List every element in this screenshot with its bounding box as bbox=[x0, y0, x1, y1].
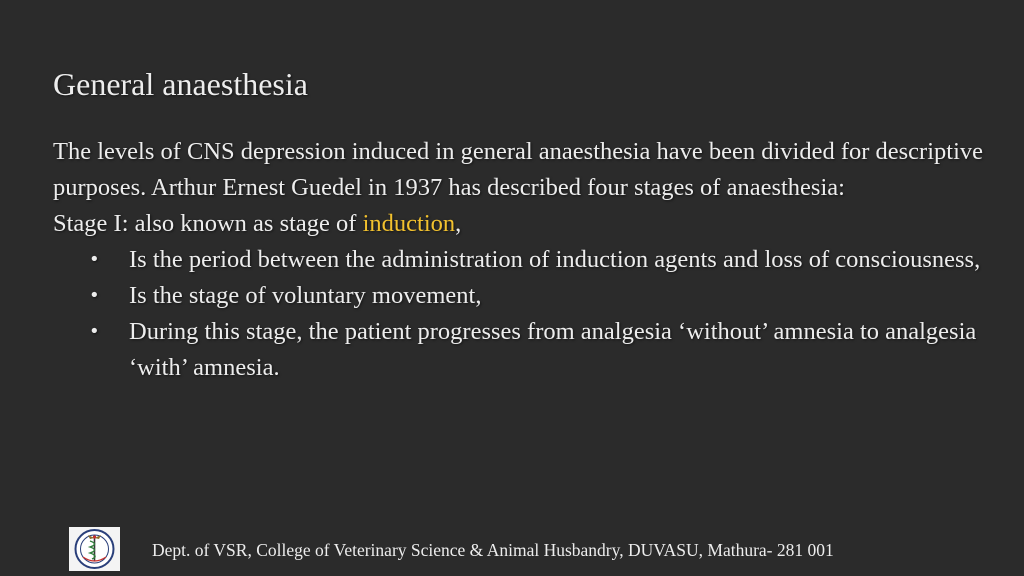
slide-title: General anaesthesia bbox=[53, 66, 308, 102]
slide-body bbox=[53, 134, 993, 386]
stage-highlight: induction bbox=[362, 210, 456, 237]
stage-prefix: Stage I: also known as stage of bbox=[53, 210, 363, 237]
seal-graphic bbox=[69, 527, 120, 571]
bullet-list bbox=[53, 242, 993, 386]
bullet-text: Is the period between the administration of induction agents and loss of consciousness, bbox=[129, 246, 981, 273]
bullet-item bbox=[53, 242, 993, 278]
bullet-text: Is the stage of voluntary movement, bbox=[129, 282, 482, 309]
bullet-item bbox=[53, 314, 993, 386]
bullet-text: During this stage, the patient progresses from analgesia ‘without’ amnesia to analgesia ‘with’ amnesia. bbox=[129, 318, 977, 381]
footer-text: Dept. of VSR, College of Veterinary Science & Animal Husbandry, DUVASU, Mathura- 281 001 bbox=[152, 540, 834, 560]
bullet-icon: • bbox=[89, 321, 100, 342]
bullet-item bbox=[53, 278, 993, 314]
stage-line bbox=[53, 206, 993, 242]
bullet-icon: • bbox=[89, 249, 100, 270]
university-seal-icon bbox=[69, 527, 120, 571]
stage-suffix: , bbox=[455, 210, 462, 237]
bullet-icon: • bbox=[89, 285, 100, 306]
intro-paragraph: The levels of CNS depression induced in general anaesthesia have been divided for descriptive purposes. Arthur Ernest Guedel in 1937 has described four stages of anaesthesia: bbox=[53, 138, 984, 201]
